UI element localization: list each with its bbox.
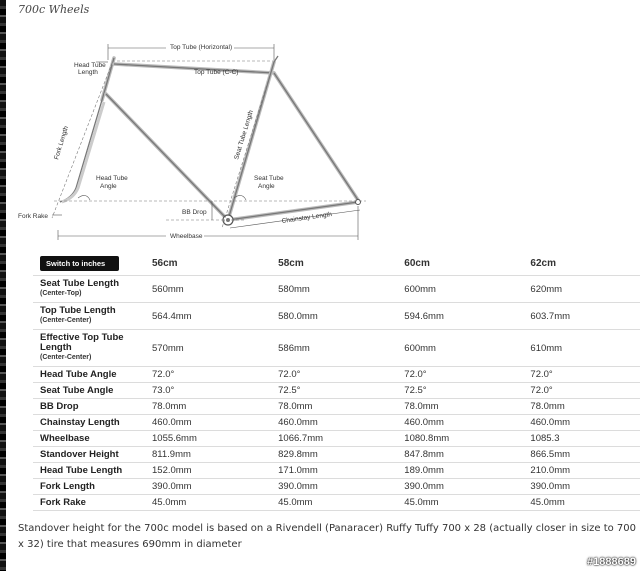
watermark: #1888689	[587, 556, 636, 568]
row-label: Wheelbase	[33, 431, 148, 447]
label-chainstay-length: Chainstay Length	[281, 211, 333, 225]
label-top-tube-horizontal: Top Tube (Horizontal)	[170, 44, 233, 51]
seat-tube-outline	[228, 62, 274, 220]
table-row	[33, 463, 640, 479]
label-head-tube-length-1: Head Tube	[74, 62, 106, 69]
label-top-tube-cc: Top Tube (C-C)	[194, 69, 239, 76]
table-row	[33, 367, 640, 383]
size-header-58: 58cm	[274, 252, 400, 276]
seat-post	[274, 56, 278, 62]
table-cell: 580mm	[274, 276, 400, 303]
table-cell: 45.0mm	[526, 495, 640, 511]
label-bb-drop: BB Drop	[182, 209, 207, 216]
label-seat-tube-length: Seat Tube Length	[233, 109, 255, 161]
row-label	[33, 330, 148, 367]
down-tube-outline	[106, 94, 226, 218]
table-cell: 829.8mm	[274, 447, 400, 463]
table-row	[33, 415, 640, 431]
table-cell: 72.0°	[148, 367, 274, 383]
row-label: Seat Tube Angle	[33, 383, 148, 399]
table-row	[33, 303, 640, 330]
label-head-tube-length-2: Length	[78, 69, 98, 76]
geometry-table	[33, 252, 640, 511]
table-cell: 45.0mm	[274, 495, 400, 511]
row-label	[33, 303, 148, 330]
table-cell: 72.0°	[400, 367, 526, 383]
label-head-tube-angle-1: Head Tube	[96, 175, 128, 182]
table-cell: 72.5°	[400, 383, 526, 399]
table-cell: 811.9mm	[148, 447, 274, 463]
row-label-text: Seat Tube Length	[40, 278, 119, 289]
table-cell: 586mm	[274, 330, 400, 367]
table-cell: 460.0mm	[274, 415, 400, 431]
standover-note: Standover height for the 700c model is based on a Rivendell (Panaracer) Ruffy Tuffy 700 x 28 (actually closer in size to 700 x 32) tire that measures 690mm in diameter	[18, 523, 636, 550]
row-label-sub: (Center-Top)	[40, 290, 82, 297]
label-fork-rake: Fork Rake	[18, 213, 48, 220]
fork	[60, 100, 102, 202]
table-cell: 570mm	[148, 330, 274, 367]
row-label: Fork Rake	[33, 495, 148, 511]
page-title: 700c Wheels	[18, 3, 90, 16]
row-label: Head Tube Length	[33, 463, 148, 479]
seat-stay-outline	[274, 73, 358, 200]
table-row	[33, 447, 640, 463]
label-seat-tube-angle-2: Angle	[258, 183, 275, 190]
fork-inner	[62, 102, 104, 202]
table-cell: 171.0mm	[274, 463, 400, 479]
table-cell: 460.0mm	[526, 415, 640, 431]
row-label-sub: (Center-Center)	[40, 317, 92, 324]
table-cell: 78.0mm	[148, 399, 274, 415]
row-label: Standover Height	[33, 447, 148, 463]
table-cell: 72.0°	[526, 383, 640, 399]
size-header-60: 60cm	[400, 252, 526, 276]
table-cell: 45.0mm	[148, 495, 274, 511]
label-head-tube-angle-2: Angle	[100, 183, 117, 190]
table-cell: 600mm	[400, 330, 526, 367]
label-fork-length: Fork Length	[53, 125, 71, 161]
table-cell: 847.8mm	[400, 447, 526, 463]
row-label: Fork Length	[33, 479, 148, 495]
row-label-text: Top Tube Length	[40, 305, 116, 316]
table-row	[33, 330, 640, 367]
table-cell: 620mm	[526, 276, 640, 303]
table-row	[33, 431, 640, 447]
table-header-row	[33, 252, 640, 276]
table-cell: 78.0mm	[526, 399, 640, 415]
table-cell: 564.4mm	[148, 303, 274, 330]
table-cell: 594.6mm	[400, 303, 526, 330]
table-cell: 603.7mm	[526, 303, 640, 330]
table-cell: 1085.3	[526, 431, 640, 447]
table-cell: 390.0mm	[526, 479, 640, 495]
row-label-text: Effective Top Tube Length	[40, 332, 124, 353]
row-label: BB Drop	[33, 399, 148, 415]
table-cell: 600mm	[400, 276, 526, 303]
table-cell: 72.5°	[274, 383, 400, 399]
label-wheelbase: Wheelbase	[170, 233, 203, 240]
label-seat-tube-angle-1: Seat Tube	[254, 175, 284, 182]
table-cell: 460.0mm	[400, 415, 526, 431]
table-cell: 560mm	[148, 276, 274, 303]
table-cell: 152.0mm	[148, 463, 274, 479]
size-header-56: 56cm	[148, 252, 274, 276]
table-row	[33, 479, 640, 495]
table-corner	[33, 252, 148, 276]
table-cell: 390.0mm	[400, 479, 526, 495]
seat-tube-axis	[222, 62, 274, 228]
table-cell: 73.0°	[148, 383, 274, 399]
table-cell: 1080.8mm	[400, 431, 526, 447]
table-cell: 390.0mm	[274, 479, 400, 495]
size-header-62: 62cm	[526, 252, 640, 276]
frame-geometry-diagram	[16, 28, 396, 250]
table-cell: 72.0°	[526, 367, 640, 383]
table-cell: 1055.6mm	[148, 431, 274, 447]
row-label: Head Tube Angle	[33, 367, 148, 383]
table-row	[33, 495, 640, 511]
table-cell: 390.0mm	[148, 479, 274, 495]
table-cell: 460.0mm	[148, 415, 274, 431]
table-cell: 866.5mm	[526, 447, 640, 463]
table-cell: 78.0mm	[400, 399, 526, 415]
row-label	[33, 276, 148, 303]
head-tube-angle-arc	[78, 195, 90, 200]
table-row	[33, 383, 640, 399]
rear-dropout	[356, 200, 361, 205]
table-cell: 610mm	[526, 330, 640, 367]
table-cell: 78.0mm	[274, 399, 400, 415]
table-cell: 45.0mm	[400, 495, 526, 511]
table-cell: 1066.7mm	[274, 431, 400, 447]
row-label-sub: (Center-Center)	[40, 354, 92, 361]
table-row	[33, 399, 640, 415]
table-row	[33, 276, 640, 303]
table-cell: 210.0mm	[526, 463, 640, 479]
table-cell: 580.0mm	[274, 303, 400, 330]
table-cell: 189.0mm	[400, 463, 526, 479]
page-left-border	[0, 0, 6, 571]
row-label: Chainstay Length	[33, 415, 148, 431]
switch-to-inches-button[interactable]: Switch to inches	[40, 256, 119, 271]
table-cell: 72.0°	[274, 367, 400, 383]
